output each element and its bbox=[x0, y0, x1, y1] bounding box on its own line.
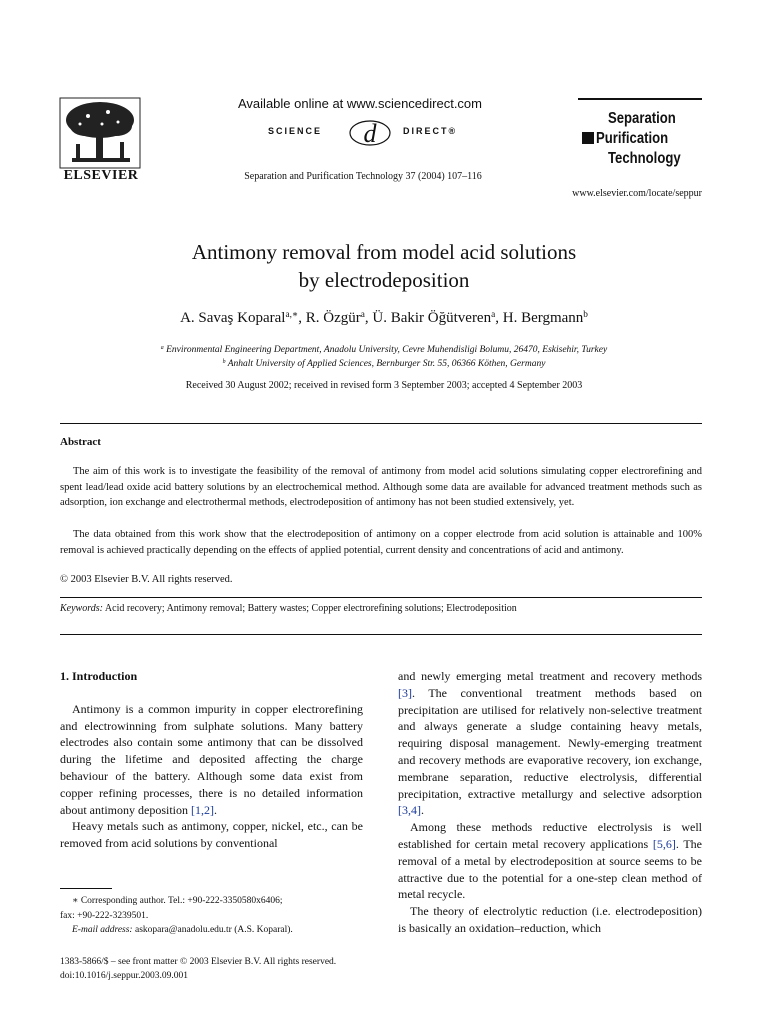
citation-link[interactable]: [1,2] bbox=[191, 802, 214, 817]
author-name: H. Bergmann bbox=[502, 310, 584, 326]
abstract-top-rule bbox=[60, 423, 702, 424]
author-name: Ü. Bakir Öğütveren bbox=[372, 310, 492, 326]
available-online-text[interactable]: Available online at www.sciencedirect.com bbox=[238, 96, 482, 111]
citation-link[interactable]: [3] bbox=[398, 685, 412, 700]
abstract-paragraph-1: The aim of this work is to investigate the feasibility of the removal of antimony from model acid solutions simulating copper electrorefining and spent lead/lead oxide acid battery solutions by an electrochemical method. Although some data are available for advanced treatment methods such as adsorption, ion exchange and electrothermal methods, electrodeposition of antimony has not been studied extensively, yet. bbox=[60, 466, 702, 508]
svg-text:d: d bbox=[363, 119, 377, 148]
author-affiliation-mark[interactable]: a,∗ bbox=[285, 309, 299, 320]
author-affiliation-mark[interactable]: b bbox=[583, 309, 588, 320]
affiliation-b-mark: b bbox=[222, 358, 226, 365]
body-right-column bbox=[398, 668, 702, 937]
article-title bbox=[80, 238, 688, 294]
author-list bbox=[60, 310, 708, 327]
body-text: and newly emerging metal treatment and recovery methods bbox=[398, 669, 702, 683]
author-separator: , bbox=[495, 310, 503, 326]
received-dates: Received 30 August 2002; received in revised form 3 September 2003; accepted 4 September 2003 bbox=[185, 380, 583, 391]
publisher-name: ELSEVIER bbox=[63, 168, 139, 183]
journal-square-icon bbox=[582, 132, 594, 144]
abstract-heading: Abstract bbox=[60, 436, 101, 448]
journal-name-line3: Technology bbox=[608, 150, 681, 167]
sciencedirect-left-text: SCIENCE bbox=[268, 126, 323, 136]
affiliation-a-mark: a bbox=[160, 344, 164, 351]
sciencedirect-right-text: DIRECT® bbox=[403, 126, 458, 136]
section-heading-introduction: 1. Introduction bbox=[60, 669, 138, 683]
front-matter-doi[interactable]: doi:10.1016/j.seppur.2003.09.001 bbox=[60, 971, 188, 981]
body-text: Among these methods reductive electrolysis is well established for certain metal recovery applications bbox=[398, 820, 702, 851]
abstract-paragraph-2: The data obtained from this work show that the electrodeposition of antimony on a copper electrode from acid solution is attainable and 100% removal is achieved practically depending on the effects of applied potential, current density and concentrations of acid and antimony. bbox=[60, 529, 702, 556]
affiliation-a-text: Environmental Engineering Department, Anadolu University, Cevre Muhendisligi Bolumu, 26470, Eskisehir, Turkey bbox=[166, 345, 608, 355]
sciencedirect-d-icon bbox=[348, 118, 392, 148]
citation-link[interactable]: [5,6] bbox=[652, 836, 676, 851]
journal-name-line2: Purification bbox=[596, 130, 669, 147]
footnote bbox=[60, 894, 363, 938]
body-text: . The removal of a metal by electrodeposition at source seems to be attractive due to the potential for a one-step clean method of metal recycle. bbox=[398, 836, 702, 902]
article-title-line1: Antimony removal from model acid solutions bbox=[191, 240, 577, 264]
body-paragraph bbox=[398, 819, 702, 903]
front-matter bbox=[60, 955, 336, 983]
body-text: . bbox=[214, 802, 217, 817]
keywords-label: Keywords: bbox=[60, 603, 103, 614]
author-name: R. Özgür bbox=[305, 310, 361, 326]
abstract-copyright: © 2003 Elsevier B.V. All rights reserved. bbox=[60, 574, 233, 585]
keywords-top-rule bbox=[60, 597, 702, 598]
journal-box-top-rule bbox=[578, 98, 702, 100]
keywords bbox=[60, 603, 702, 614]
affiliation-a bbox=[60, 345, 708, 355]
body-text: . bbox=[421, 803, 424, 818]
affiliation-b bbox=[60, 359, 708, 369]
body-paragraph bbox=[398, 668, 702, 819]
keywords-list: Acid recovery; Antimony removal; Battery wastes; Copper electrorefining solutions; Electrodeposition bbox=[104, 603, 517, 614]
body-left-column bbox=[60, 668, 363, 852]
body-text: Antimony is a common impurity in copper electrorefining and electrowinning from sulphate solutions. Many battery electrodes also contain some antimony that can be dissolved during the lifetime and deposited affecting the charge behaviour of the battery. Although some data exist from copper refining processes, there is no detailed information about antimony deposition bbox=[60, 701, 363, 817]
footnote-mark: ∗ bbox=[72, 896, 79, 906]
footnote-email-address[interactable]: askopara@anadolu.edu.tr (A.S. Koparal). bbox=[134, 925, 293, 935]
author-name: A. Savaş Koparal bbox=[180, 310, 286, 326]
sciencedirect-logo[interactable] bbox=[268, 118, 492, 148]
citation-link[interactable]: [3,4] bbox=[398, 803, 421, 818]
author-separator: , bbox=[298, 310, 306, 326]
body-paragraph: Heavy metals such as antimony, copper, nickel, etc., can be removed from acid solutions by conventional bbox=[60, 819, 363, 851]
footnote-fax: fax: +90-222-3239501. bbox=[60, 910, 149, 921]
journal-name-line1: Separation bbox=[608, 110, 676, 127]
footnote-corresponding bbox=[60, 894, 363, 909]
author-separator: , bbox=[364, 310, 373, 326]
body-text: . The conventional treatment methods based on precipitation are utilised for relatively non-selective treatment and always generate a sludge containing heavy metals, requiring disposal management. Newly-emerging treatment and recovery methods are evaporative recovery, ion exchange, membrane separation, reductive electrolysis, differential precipitation, extractive metallurgy and selective adsorption bbox=[398, 685, 702, 801]
article-title-line2: by electrodeposition bbox=[298, 268, 470, 292]
footnote-corresponding-text: Corresponding author. Tel.: +90-222-3350580x6406; bbox=[80, 896, 283, 906]
affiliation-b-text: Anhalt University of Applied Sciences, Bernburger Str. 55, 06366 Köthen, Germany bbox=[227, 359, 546, 369]
front-matter-issn: 1383-5866/$ – see front matter © 2003 Elsevier B.V. All rights reserved. bbox=[60, 957, 337, 967]
footnote-email bbox=[60, 923, 363, 938]
journal-reference: Separation and Purification Technology 37 (2004) 107–116 bbox=[244, 171, 482, 182]
author-affiliation-mark[interactable]: a bbox=[491, 309, 496, 320]
footnote-email-label: E-mail address: bbox=[72, 925, 133, 935]
journal-url-link[interactable]: www.elsevier.com/locate/seppur bbox=[572, 188, 702, 199]
author-affiliation-mark[interactable]: a bbox=[360, 309, 365, 320]
footnote-rule bbox=[60, 888, 112, 889]
body-paragraph bbox=[60, 701, 363, 819]
keywords-bottom-rule bbox=[60, 634, 702, 635]
journal-title-box bbox=[578, 98, 702, 176]
body-paragraph: The theory of electrolytic reduction (i.e. electrodeposition) is basically an oxidation–reduction, which bbox=[398, 904, 702, 935]
